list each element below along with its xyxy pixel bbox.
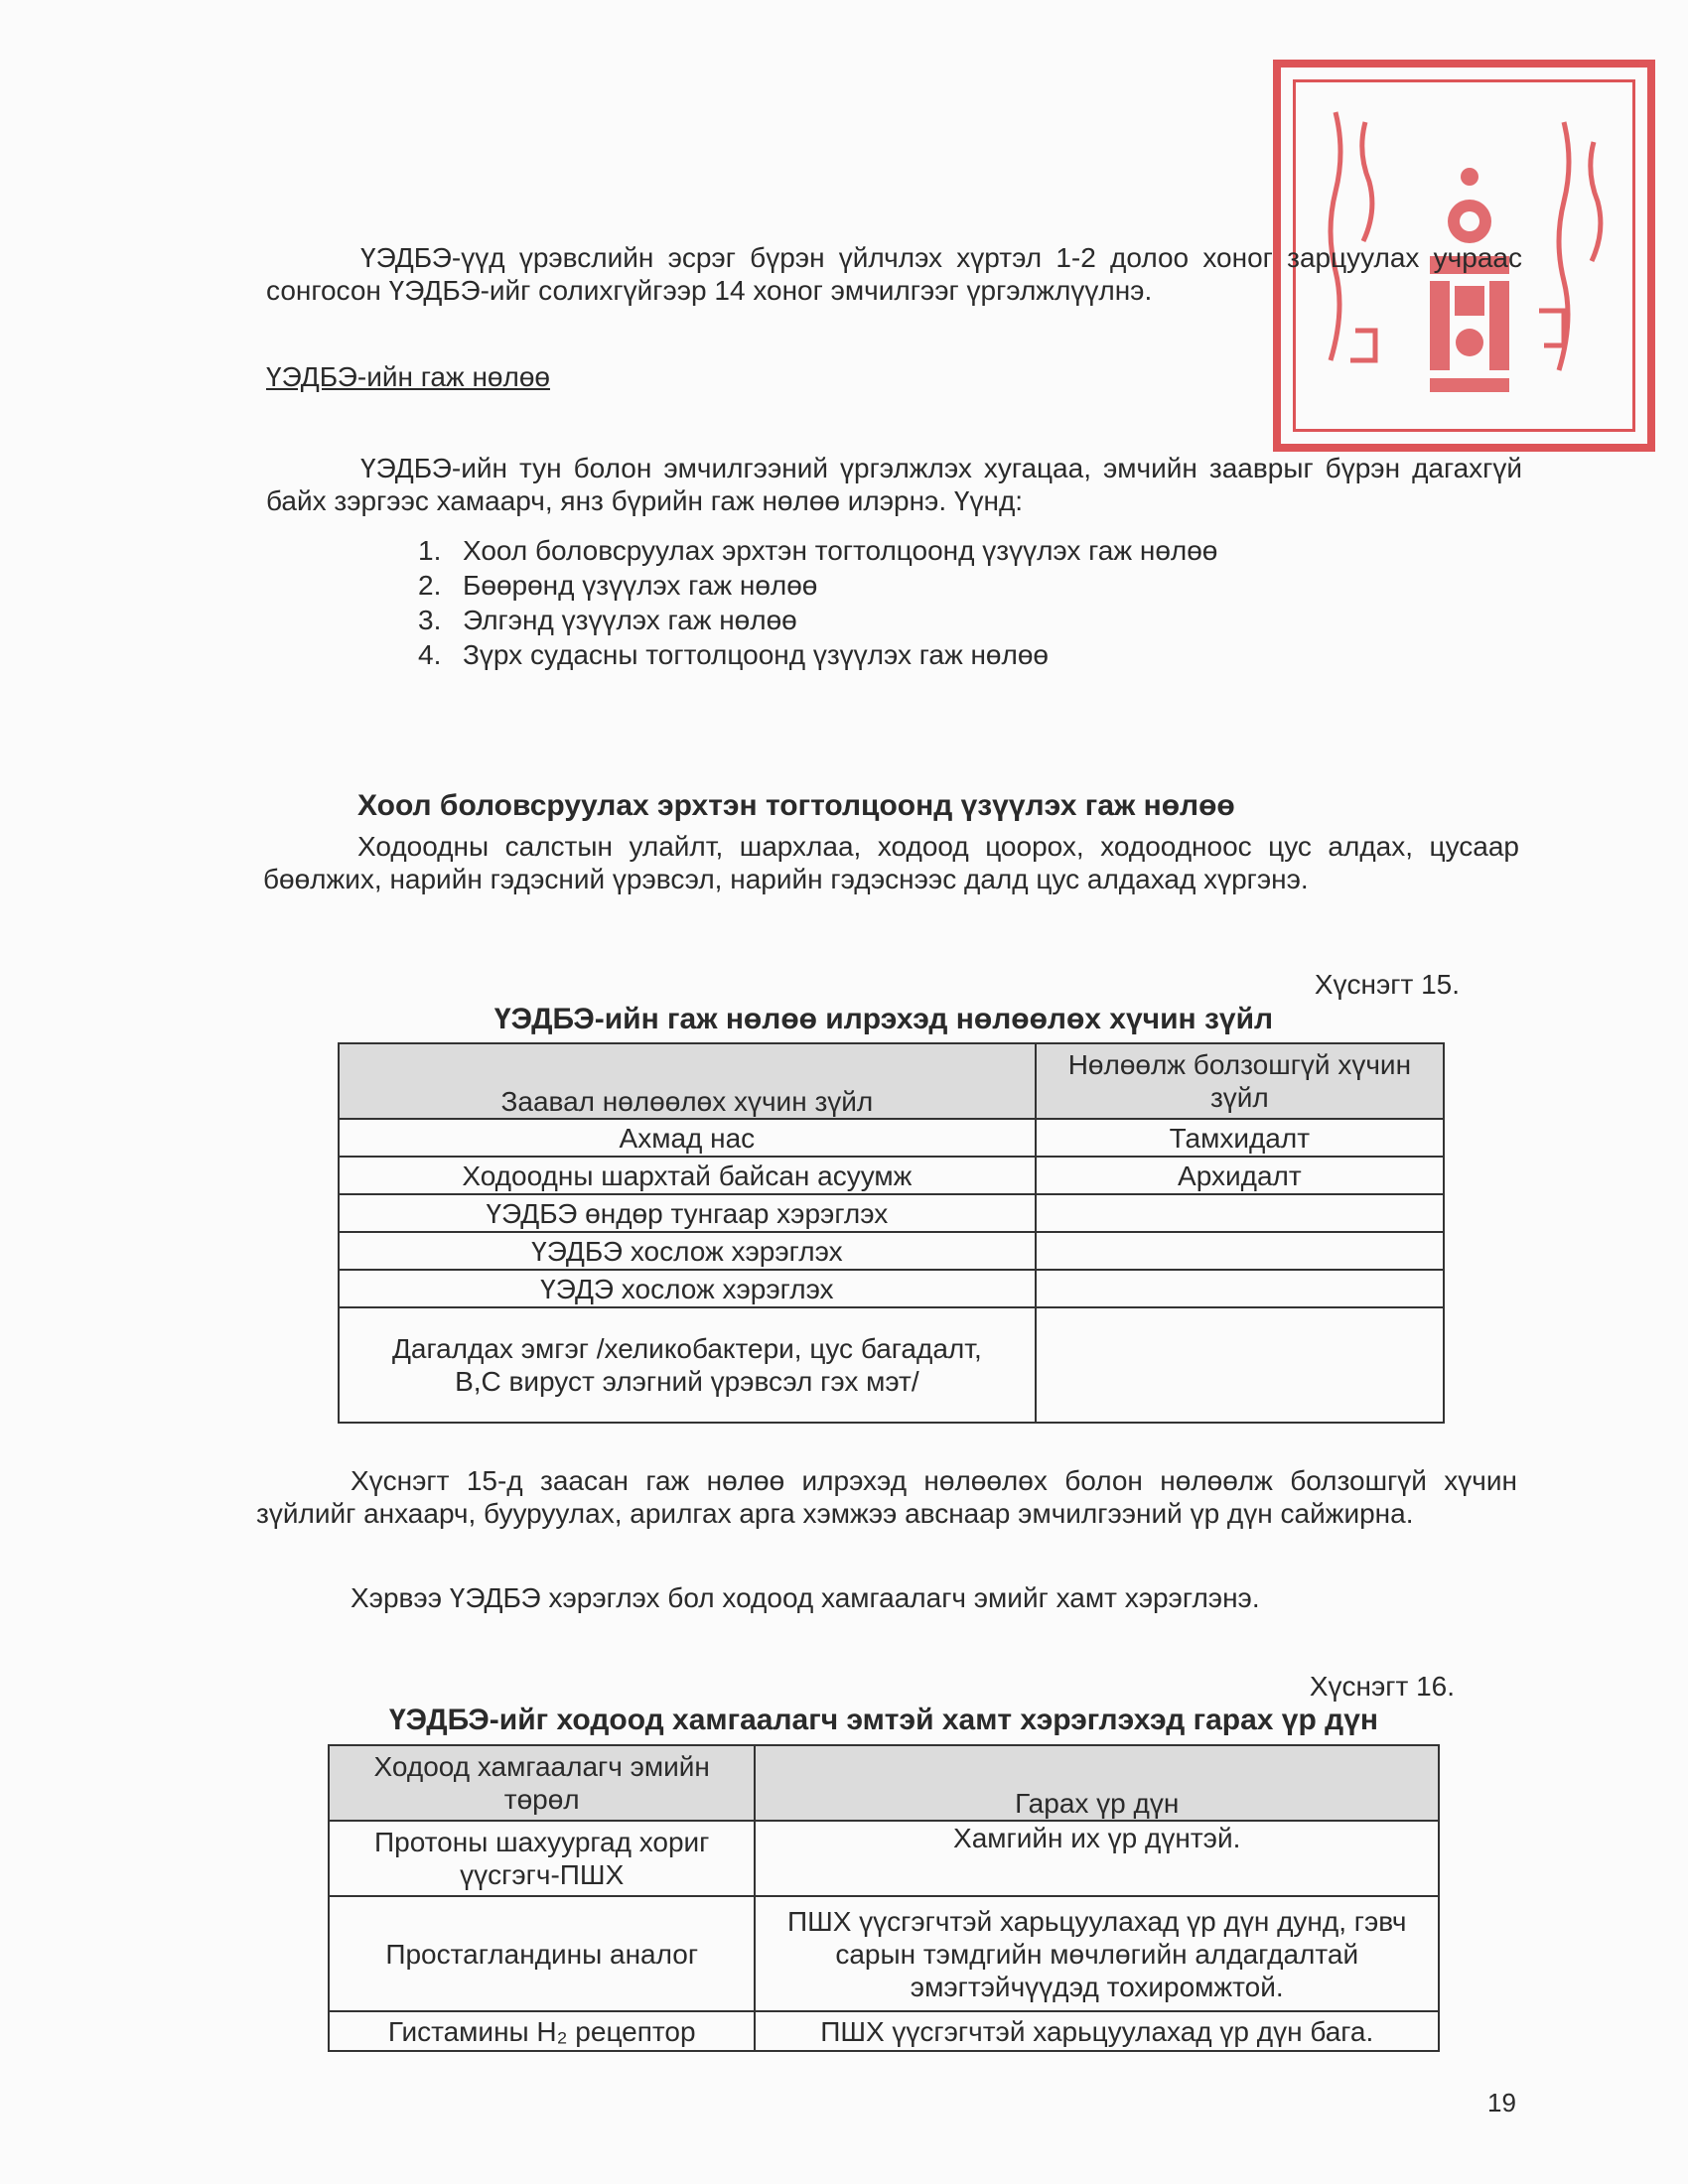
table-cell	[1036, 1307, 1444, 1423]
table-cell: ҮЭДБЭ хослож хэрэглэх	[339, 1232, 1036, 1270]
table16-label: Хүснэгт 16.	[1309, 1671, 1455, 1702]
table-row	[339, 1232, 1444, 1270]
table-cell: Простагландины аналог	[329, 1896, 755, 2011]
table-header-row	[329, 1745, 1439, 1821]
table-cell: ҮЭДБЭ өндөр тунгаар хэрэглэх	[339, 1194, 1036, 1232]
after-table-paragraph: Хүснэгт 15-д заасан гаж нөлөө илрэхэд нөлөөлөх болон нөлөөлж болзошгүй хүчин зүйлийг анхаарч, бууруулах, арилгах арга хэмжээ авснаар эмчилгээний үр дүн сайжирна.	[256, 1465, 1517, 1529]
list-item: 2. Бөөрөнд үзүүлэх гаж нөлөө	[418, 570, 818, 601]
table-cell: ПШХ үүсгэгчтэй харьцуулахад үр дүн бага.	[755, 2011, 1439, 2051]
table-cell: Протоны шахуургад хориг үүсгэгч-ПШХ	[329, 1821, 755, 1896]
table15-title: ҮЭДБЭ-ийн гаж нөлөө илрэхэд нөлөөлөх хүчин зүйл	[493, 1003, 1274, 1035]
table15-label: Хүснэгт 15.	[1314, 969, 1460, 1000]
page-number: 19	[1487, 2088, 1516, 2117]
table-cell: Тамхидалт	[1036, 1119, 1444, 1157]
table-cell: ПШХ үүсгэгчтэй харьцуулахад үр дүн дунд, гэвч сарын тэмдгийн мөчлөгийн алдагдалтай эмэгтэйчүүдэд тохиромжтой.	[755, 1896, 1439, 2011]
table-row	[339, 1157, 1444, 1194]
table-cell	[1036, 1232, 1444, 1270]
table-cell: Ахмад нас	[339, 1119, 1036, 1157]
table-row	[339, 1307, 1444, 1423]
table-header-cell: Ходоод хамгаалагч эмийн төрөл	[329, 1745, 755, 1821]
list-item: 1. Хоол боловсруулах эрхтэн тогтолцоонд үзүүлэх гаж нөлөө	[418, 535, 1218, 566]
table-header-cell: Нөлөөлж болзошгүй хүчин зүйл	[1036, 1043, 1444, 1119]
protect-paragraph: Хэрвээ ҮЭДБЭ хэрэглэх бол ходоод хамгаалагч эмийг хамт хэрэглэнэ.	[351, 1582, 1260, 1613]
table-cell: Гистамины H₂ рецептор	[329, 2011, 755, 2051]
table-row	[339, 1194, 1444, 1232]
table-row	[339, 1119, 1444, 1157]
side-effects-paragraph: ҮЭДБЭ-ийн тун болон эмчилгээний үргэлжлэх хугацаа, эмчийн зааврыг бүрэн дагахгүй байх зэргээс хамаарч, янз бүрийн гаж нөлөө илэрнэ. Үүнд:	[266, 453, 1522, 516]
table15	[338, 1042, 1445, 1424]
table16	[328, 1744, 1440, 2052]
table-cell	[1036, 1194, 1444, 1232]
intro-paragraph: ҮЭДБЭ-үүд үрэвслийн эсрэг бүрэн үйлчлэх хүртэл 1-2 долоо хоног зарцуулах учраас сонгосон ҮЭДБЭ-ийг солихгүйгээр 14 хоног эмчилгээг үргэлжлүүлнэ.	[266, 242, 1522, 306]
side-effects-heading: ҮЭДБЭ-ийн гаж нөлөө	[266, 361, 550, 392]
table-cell: ҮЭДЭ хослож хэрэглэх	[339, 1270, 1036, 1307]
table-row	[329, 2011, 1439, 2051]
table-cell: Архидалт	[1036, 1157, 1444, 1194]
table-cell	[1036, 1270, 1444, 1307]
table-cell: Дагалдах эмгэг /хеликобактери, цус багадалт, B,C вируст элэгний үрэвсэл гэх мэт/	[339, 1307, 1036, 1423]
table-cell: Ходоодны шархтай байсан асуумж	[339, 1157, 1036, 1194]
side-effects-list	[418, 533, 1217, 672]
gi-section-heading: Хоол боловсруулах эрхтэн тогтолцоонд үзүүлэх гаж нөлөө	[357, 789, 1235, 822]
table-header-row	[339, 1043, 1444, 1119]
table-row	[329, 1896, 1439, 2011]
table16-title: ҮЭДБЭ-ийг ходоод хамгаалагч эмтэй хамт хэрэглэхэд гарах үр дүн	[388, 1704, 1379, 1736]
list-item: 3. Элгэнд үзүүлэх гаж нөлөө	[418, 605, 797, 635]
table-row	[339, 1270, 1444, 1307]
list-item: 4. Зүрх судасны тогтолцоонд үзүүлэх гаж нөлөө	[418, 639, 1049, 670]
table-cell: Хамгийн их үр дүнтэй.	[755, 1821, 1439, 1896]
table-header-cell: Гарах үр дүн	[755, 1745, 1439, 1821]
table-header-cell: Заавал нөлөөлөх хүчин зүйл	[339, 1043, 1036, 1119]
table-row	[329, 1821, 1439, 1896]
gi-paragraph: Ходоодны салстын улайлт, шархлаа, ходоод цоорох, ходоодноос цус алдах, цусаар бөөлжих, нарийн гэдэсний үрэвсэл, нарийн гэдэснээс далд цус алдахад хүргэнэ.	[263, 831, 1519, 894]
